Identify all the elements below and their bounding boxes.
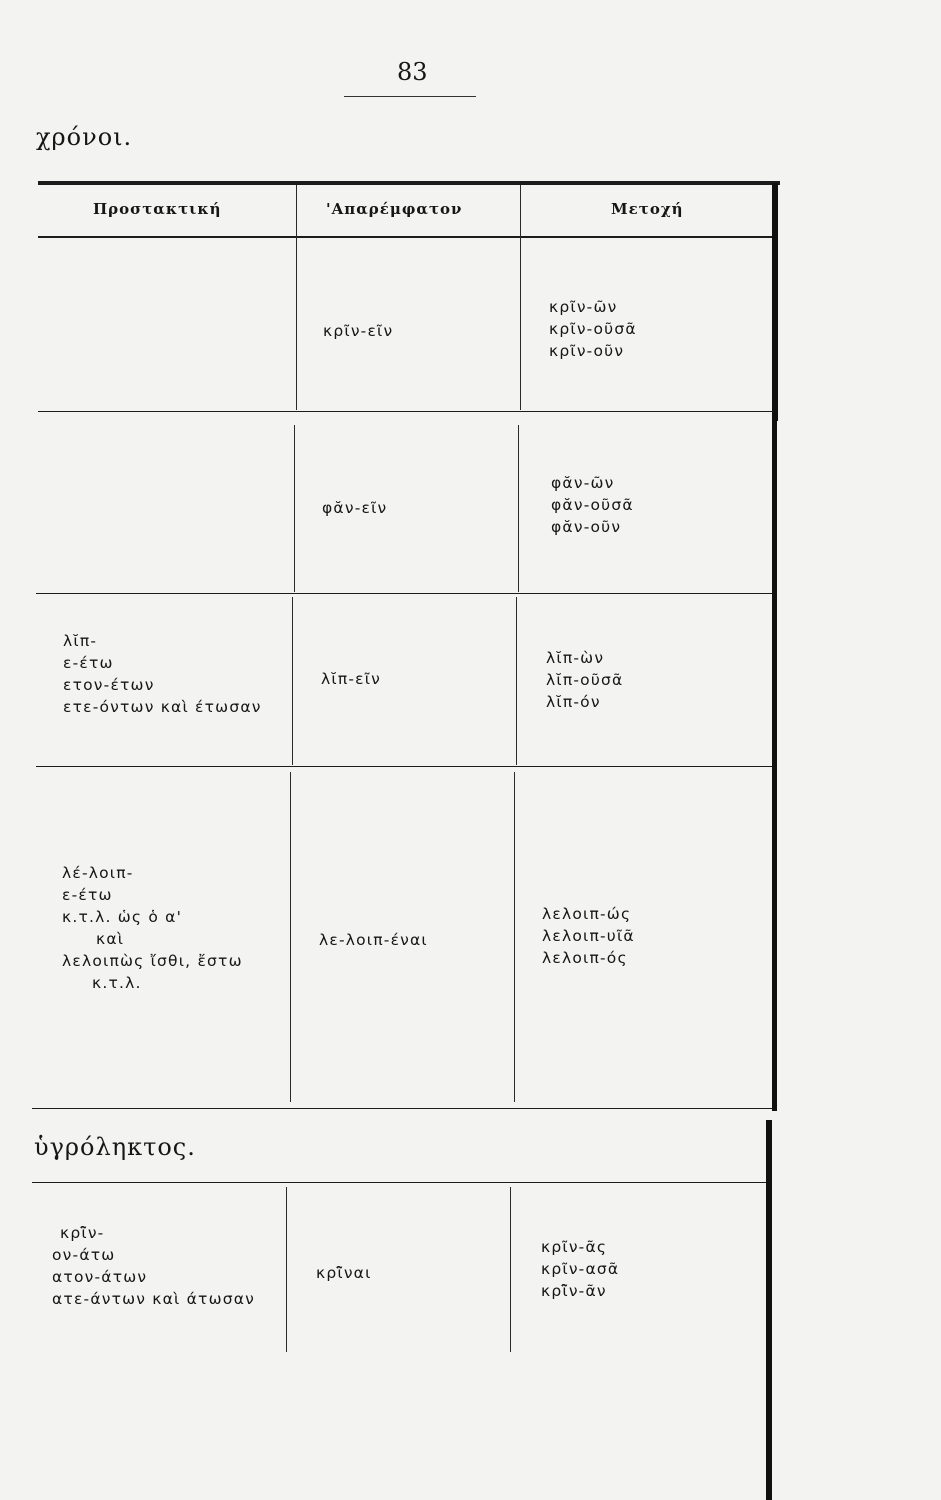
participle-cell [541,1236,619,1302]
column-divider [510,1187,511,1352]
page-number-rule [344,96,476,97]
imperative-form: κ.τ.λ. ὡς ὁ α' [62,908,183,926]
page-number: 83 [397,58,428,86]
infinitive-cell: λῐπ-εῖν [321,670,382,688]
imperative-form: λῐπ- [63,632,98,650]
imperative-cell [48,630,262,718]
participle-form: φᾰν-οῦσᾶ [551,496,634,514]
participle-form: λελοιπ-ώς [542,905,632,923]
participle-form: λῐπ-οῦσᾶ [546,671,624,689]
participle-cell [551,472,634,538]
participle-form: κρῖν-ασᾶ [541,1260,620,1278]
row-divider [36,593,772,594]
column-divider [518,425,519,592]
imperative-form: καὶ [96,930,125,948]
column-divider [292,597,293,765]
row-divider [38,411,774,412]
row-divider [32,1108,772,1109]
imperative-form: λελοιπὼς ἴσθι, ἔστω [62,952,243,970]
imperative-cell [52,1222,255,1310]
column-header-infinitive: 'Απαρέμφατον [326,200,463,218]
participle-form: κρῖν-οῦσᾶ [549,320,637,338]
section-title: ὑγρόληκτος. [34,1133,196,1161]
table-right-border [772,183,778,421]
imperative-form: ατε-άντων καὶ άτωσαν [52,1290,256,1308]
imperative-cell [62,862,243,994]
table-right-border [772,421,777,1111]
header-bottom-rule [38,236,778,238]
column-divider [286,1187,287,1352]
participle-form: κρῖν-ᾶς [541,1238,608,1256]
imperative-form: ετον-έτων [63,676,155,694]
column-divider [294,425,295,592]
imperative-form: ε-έτω [63,654,114,672]
participle-form: φᾰν-οῦν [551,518,622,536]
imperative-form: λέ-λοιπ- [62,864,134,882]
participle-form: λελοιπ-ός [542,949,628,967]
participle-form: λῐπ-όν [546,693,601,711]
participle-form: κρῖν-ῶν [549,298,618,316]
section-title: χρόνοι. [36,123,133,151]
imperative-form: ε-έτω [62,886,113,904]
participle-form: κρῖν-οῦν [549,342,625,360]
infinitive-cell: κρῖν-εῖν [323,322,394,340]
infinitive-cell: κρῖ̑ναι [316,1264,372,1282]
column-divider [290,772,291,1102]
imperative-form: ετε-όντων καὶ έτωσαν [63,698,262,716]
participle-form: λῐπ-ὼν [546,649,605,667]
participle-cell [549,296,637,362]
imperative-form: ον-άτω [52,1246,116,1264]
column-header-participle: Μετοχή [611,200,684,218]
section2-top-rule [32,1182,772,1183]
column-divider [296,185,297,410]
column-divider [516,597,517,765]
imperative-form: κρῖ̑ν- [60,1224,105,1242]
infinitive-cell: λε-λοιπ-έναι [319,931,428,949]
participle-cell [542,903,635,969]
table-top-rule [38,181,780,185]
infinitive-cell: φᾰν-εῖν [322,499,388,517]
column-divider [520,185,521,410]
row-divider [36,766,772,767]
column-header-imperative: Προστακτική [93,200,222,218]
participle-form: λελοιπ-υῖᾶ [542,927,635,945]
imperative-form: κ.τ.λ. [92,974,142,992]
column-divider [514,772,515,1102]
participle-cell [546,647,623,713]
participle-form: φᾰν-ῶν [551,474,615,492]
participle-form: κρῖ̑ν-ᾶν [541,1282,607,1300]
table-right-border [766,1120,772,1500]
imperative-form: ατον-άτων [52,1268,148,1286]
